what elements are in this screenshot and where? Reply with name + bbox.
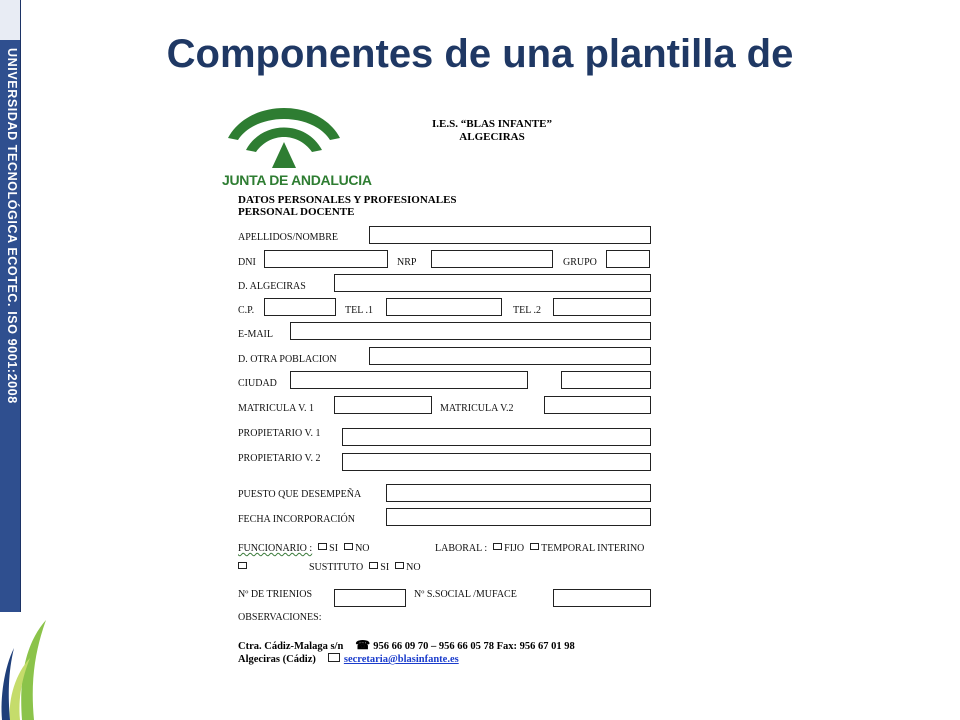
field-d-algeciras[interactable]: [334, 274, 651, 292]
field-apellidos[interactable]: [369, 226, 651, 244]
field-dni[interactable]: [264, 250, 388, 268]
field-grupo[interactable]: [606, 250, 650, 268]
section-title: DATOS PERSONALES Y PROFESIONALES: [238, 194, 457, 206]
label-propietario2: PROPIETARIO V. 2: [238, 453, 321, 464]
option-funcionario-no: NO: [355, 543, 370, 554]
school-name: I.E.S. “BLAS INFANTE”: [432, 118, 552, 130]
footer-email-link[interactable]: secretaria@blasinfante.es: [343, 654, 459, 665]
checkbox-sustituto-no[interactable]: [395, 562, 404, 569]
label-otra-poblacion: D. OTRA POBLACION: [238, 354, 337, 365]
funcionario-group: [238, 543, 370, 554]
label-matricula2: MATRICULA V.2: [440, 403, 514, 414]
label-d-algeciras: D. ALGECIRAS: [238, 281, 306, 292]
label-trienios: Nº DE TRIENIOS: [238, 589, 313, 600]
option-laboral-fijo: FIJO: [504, 543, 525, 554]
label-propietario1: PROPIETARIO V. 1: [238, 428, 321, 439]
field-fecha[interactable]: [386, 508, 651, 526]
field-tel1[interactable]: [386, 298, 502, 316]
field-ciudad-extra[interactable]: [561, 371, 651, 389]
footer-line2: [238, 653, 459, 665]
label-funcionario: FUNCIONARIO :: [238, 543, 313, 554]
sustituto-group: [234, 562, 421, 573]
checkbox-extra[interactable]: [238, 562, 247, 569]
university-name: UNIVERSIDAD TECNOLÓGICA ECOTEC. ISO 9001:2008: [5, 48, 19, 404]
field-ciudad[interactable]: [290, 371, 528, 389]
label-tel2: TEL .2: [513, 305, 541, 316]
label-tel1: TEL .1: [345, 305, 373, 316]
label-laboral: LABORAL :: [435, 543, 488, 554]
mail-icon: [328, 653, 340, 662]
label-cp: C.P.: [238, 305, 255, 316]
school-header: [402, 118, 582, 144]
field-ss[interactable]: [553, 589, 651, 607]
field-propietario1[interactable]: [342, 428, 651, 446]
checkbox-sustituto-si[interactable]: [369, 562, 378, 569]
field-otra-poblacion[interactable]: [369, 347, 651, 365]
footer-line1: [238, 638, 575, 653]
option-sustituto-si: SI: [380, 562, 390, 573]
field-tel2[interactable]: [553, 298, 651, 316]
label-nrp: NRP: [397, 257, 417, 268]
label-puesto: PUESTO QUE DESEMPEÑA: [238, 489, 362, 500]
checkbox-laboral-fijo[interactable]: [493, 543, 502, 550]
option-sustituto-no: NO: [406, 562, 421, 573]
label-dni: DNI: [238, 257, 256, 268]
label-observaciones: OBSERVACIONES:: [238, 612, 322, 623]
label-ss: Nº S.SOCIAL /MUFACE: [414, 589, 517, 600]
field-matricula2[interactable]: [544, 396, 651, 414]
university-sidebar: [0, 0, 21, 612]
label-ciudad: CIUDAD: [238, 378, 277, 389]
label-apellidos: APELLIDOS/NOMBRE: [238, 232, 339, 243]
label-email: E-MAIL: [238, 329, 273, 340]
laboral-group: [435, 543, 660, 554]
checkbox-laboral-temporal[interactable]: [530, 543, 539, 550]
field-matricula1[interactable]: [334, 396, 432, 414]
field-email[interactable]: [290, 322, 651, 340]
footer-phones: 956 66 09 70 – 956 66 05 78 Fax: 956 67 01 98: [373, 641, 575, 652]
option-laboral-temporal: TEMPORAL INTERINO: [541, 543, 645, 554]
field-cp[interactable]: [264, 298, 336, 316]
ecotec-leaf-logo: [0, 618, 50, 720]
phone-icon: ☎: [355, 638, 371, 652]
school-city: ALGECIRAS: [459, 131, 525, 143]
government-name: JUNTA DE ANDALUCIA: [222, 172, 372, 188]
slide-title: Componentes de una plantilla de: [166, 32, 794, 76]
staff-data-form: [222, 98, 660, 680]
checkbox-funcionario-no[interactable]: [344, 543, 353, 550]
field-puesto[interactable]: [386, 484, 651, 502]
section-subtitle: PERSONAL DOCENTE: [238, 206, 355, 218]
checkbox-funcionario-si[interactable]: [318, 543, 327, 550]
junta-andalucia-emblem: [224, 98, 344, 174]
footer-address: Ctra. Cádiz-Malaga s/n: [238, 641, 344, 652]
field-nrp[interactable]: [431, 250, 553, 268]
option-funcionario-si: SI: [329, 543, 339, 554]
label-fecha: FECHA INCORPORACIÓN: [238, 514, 355, 525]
label-grupo: GRUPO: [563, 257, 597, 268]
label-sustituto: SUSTITUTO: [309, 562, 364, 573]
field-trienios[interactable]: [334, 589, 406, 607]
footer-city: Algeciras (Cádiz): [238, 654, 316, 665]
label-matricula1: MATRICULA V. 1: [238, 403, 315, 414]
field-propietario2[interactable]: [342, 453, 651, 471]
